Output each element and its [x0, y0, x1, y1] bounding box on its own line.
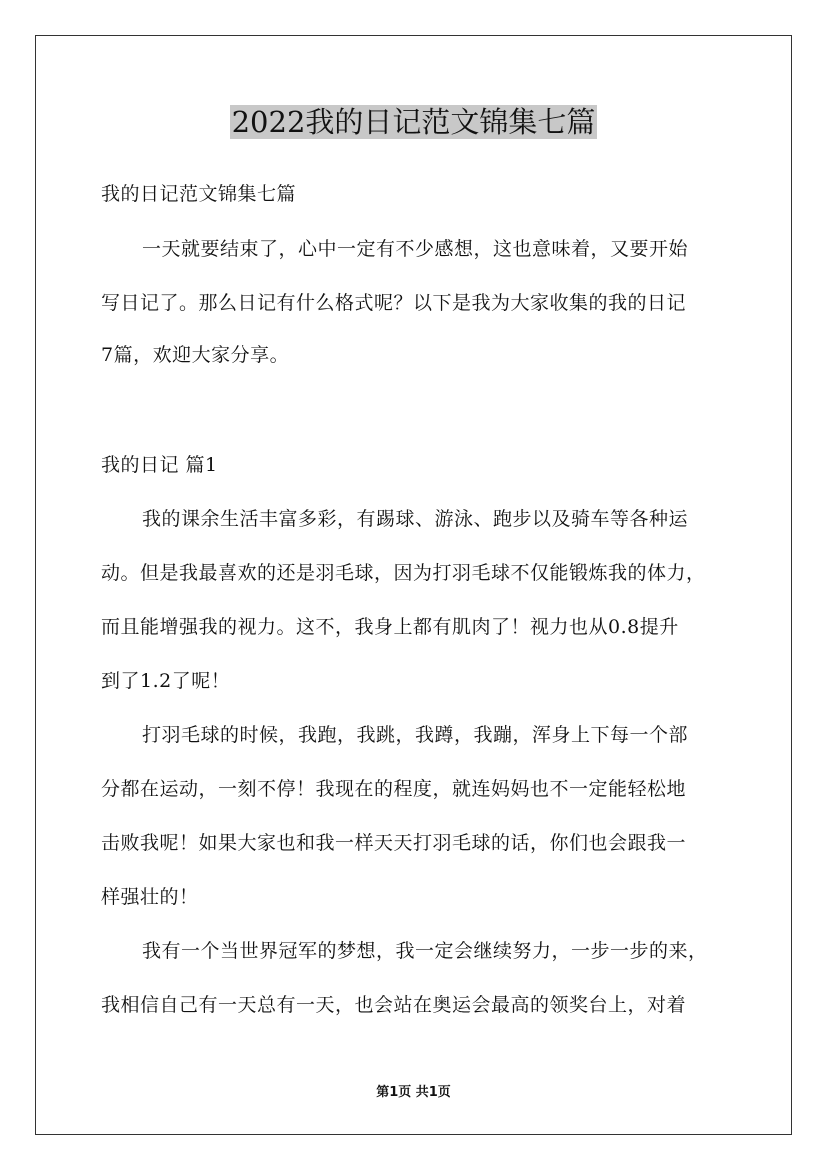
intro-line-3: 7篇，欢迎大家分享。: [101, 344, 290, 366]
paragraph2-line-4: 样强壮的！: [101, 886, 199, 908]
intro-line-2: 写日记了。那么日记有什么格式呢？以下是我为大家收集的我的日记: [101, 292, 687, 314]
paragraph1-line-3: 而且能增强我的视力。这不，我身上都有肌肉了！视力也从0.8提升: [101, 616, 679, 638]
paragraph2-line-3: 击败我呢！如果大家也和我一样天天打羽毛球的话，你们也会跟我一: [101, 832, 687, 854]
paragraph1-line-2: 动。但是我最喜欢的还是羽毛球，因为打羽毛球不仅能锻炼我的体力，: [101, 562, 706, 584]
page-footer: 第1页 共1页: [376, 1085, 451, 1100]
section-heading: 我的日记 篇1: [101, 454, 218, 476]
paragraph3-line-2: 我相信自己有一天总有一天，也会站在奥运会最高的领奖台上，对着: [101, 994, 687, 1016]
document-title-text: 2022我的日记范文锦集七篇: [231, 105, 596, 139]
document-title: [0, 100, 827, 144]
paragraph3-line-1: 我有一个当世界冠军的梦想，我一定会继续努力，一步一步的来，: [142, 940, 708, 962]
paragraph2-line-1: 打羽毛球的时候，我跑，我跳，我蹲，我蹦，浑身上下每一个部: [142, 724, 689, 746]
paragraph1-line-4: 到了1.2了呢！: [101, 670, 231, 692]
paragraph1-line-1: 我的课余生活丰富多彩，有踢球、游泳、跑步以及骑车等各种运: [142, 508, 689, 530]
paragraph2-line-2: 分都在运动，一刻不停！我现在的程度，就连妈妈也不一定能轻松地: [101, 778, 687, 800]
document-subtitle: 我的日记范文锦集七篇: [101, 183, 297, 205]
intro-line-1: 一天就要结束了，心中一定有不少感想，这也意味着，又要开始: [142, 238, 689, 260]
